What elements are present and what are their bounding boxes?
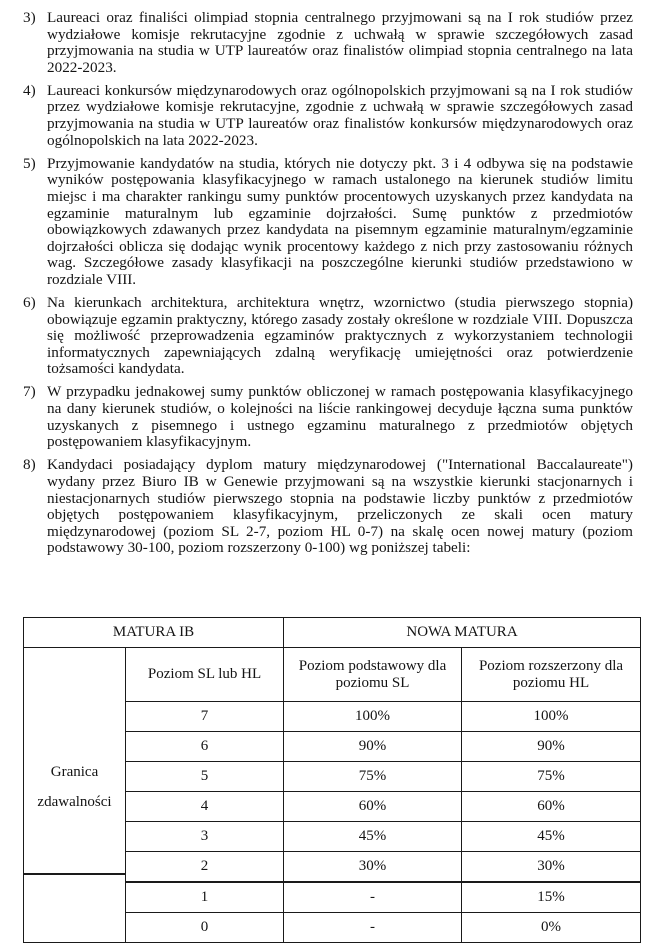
cell-basic: 45% [284, 822, 462, 852]
list-item [23, 384, 633, 450]
item-text: Przyjmowanie kandydatów na studia, których nie dotyczy pkt. 3 i 4 odbywa się na podstawie wyników postępowania klasyfikacyjnego w ramach ustalonego na kierunek studiów limitu miejsc i ma charakter rankingu sumy punktów procentowych uzyskanych przez kandydata na egzaminie maturalnym lub egzaminie dojrzałości. Sumę punktów z przedmiotów obowiązkowych zdawanych przez kandydata na pisemnym egzaminie maturalnym/egzaminie dojrzałości oblicza się dodając wynik procentowy każdego z nich przy zastosowaniu różnych wag. Szczegółowe zasady klasyfikacji na poszczególne kierunki studiów przedstawiono w rozdziale VIII. [47, 154, 633, 288]
cell-extended: 90% [462, 732, 641, 762]
item-number: 5) [23, 154, 36, 172]
cell-level: 5 [126, 762, 284, 792]
cell-basic: 75% [284, 762, 462, 792]
threshold-line-2: zdawalności [37, 794, 112, 810]
cell-level: 6 [126, 732, 284, 762]
item-text: W przypadku jednakowej sumy punktów obliczonej w ramach postępowania klasyfikacyjnego na dany kierunek studiów, o kolejności na liście rankingowej decyduje łączna suma punktów uzyskanych z pisemnego i ustnego egzaminu maturalnego z przedmiotów objętych postępowaniem klasyfikacyjnym. [47, 383, 633, 451]
cell-level: 1 [126, 882, 284, 913]
col-extended-header: Poziom rozszerzony dla poziomu HL [462, 648, 641, 702]
list-item [23, 295, 633, 378]
item-number: 8) [23, 456, 36, 474]
cell-basic: 60% [284, 792, 462, 822]
cell-extended: 60% [462, 792, 641, 822]
list-item [23, 10, 633, 76]
cell-basic: - [284, 913, 462, 943]
threshold-group-divider [23, 873, 126, 875]
threshold-label [23, 699, 126, 875]
cell-basic: 30% [284, 852, 462, 883]
cell-basic: - [284, 882, 462, 913]
cell-extended: 75% [462, 762, 641, 792]
cell-extended: 15% [462, 882, 641, 913]
item-text: Kandydaci posiadający dyplom matury międzynarodowej ("International Baccalaureate") wydany przez Biuro IB w Genewie przyjmowani są na wszystkie kierunki stacjonarnych i niestacjonarnych studiów pierwszego stopnia na podstawie liczby punktów z przedmiotów objętych postępowaniem klasyfikacyjnym, przeliczonych ze skali ocen matury międzynarodowej (poziom SL 2-7, poziom HL 0-7) na skalę ocen nowej matury (poziom podstawowy 30-100, poziom rozszerzony 0-100) wg poniższej tabeli: [47, 456, 633, 557]
cell-extended: 45% [462, 822, 641, 852]
list-item [23, 83, 633, 149]
item-number: 4) [23, 81, 36, 99]
item-number: 7) [23, 383, 36, 401]
threshold-line-1: Granica [50, 764, 99, 780]
col-basic-header: Poziom podstawowy dla poziomu SL [284, 648, 462, 702]
cell-level: 2 [126, 852, 284, 883]
list-item [23, 457, 633, 557]
cell-extended: 30% [462, 852, 641, 883]
col-level-header: Poziom SL lub HL [126, 648, 284, 702]
cell-level: 7 [126, 702, 284, 732]
item-number: 3) [23, 9, 36, 26]
table-subheader-row [24, 648, 641, 702]
list-item [23, 156, 633, 289]
cell-basic: 90% [284, 732, 462, 762]
item-text: Na kierunkach architektura, architektura wnętrz, wzornictwo (studia pierwszego stopnia) obowiązuje egzamin praktyczny, którego zasady zostały określone w rozdziale VIII. Dopuszcza się możliwość przeprowadzenia egzaminów praktycznych z wykorzystaniem technologii informatycznych zapewniających zdalną weryfikację umiejętności oraz potwierdzenie tożsamości kandydata. [47, 294, 633, 378]
cell-extended: 0% [462, 913, 641, 943]
header-matura-ib: MATURA IB [24, 618, 284, 648]
cell-basic: 100% [284, 702, 462, 732]
item-text: Laureaci oraz finaliści olimpiad stopnia centralnego przyjmowani są na I rok studiów przez wydziałowe komisje rekrutacyjne zgodnie z uchwałą w sprawie szczegółowych zasad przyjmowania na studia w UTP laureatów oraz finalistów olimpiad stopnia centralnego na lata 2022-2023. [47, 9, 633, 76]
item-text: Laureaci konkursów międzynarodowych oraz ogólnopolskich przyjmowani są na I rok studiów przez wydziałowe komisje rekrutacyjne, zgodnie z uchwałą w sprawie szczegółowych zasad przyjmowania na studia w UTP laureatów oraz finalistów konkursów międzynarodowych oraz ogólnopolskich na lata 2022-2023. [47, 81, 633, 149]
table-header-row [24, 618, 641, 648]
header-nowa-matura: NOWA MATURA [284, 618, 641, 648]
cell-level: 3 [126, 822, 284, 852]
item-number: 6) [23, 294, 36, 311]
cell-level: 4 [126, 792, 284, 822]
cell-level: 0 [126, 913, 284, 943]
cell-extended: 100% [462, 702, 641, 732]
numbered-list [23, 10, 633, 563]
